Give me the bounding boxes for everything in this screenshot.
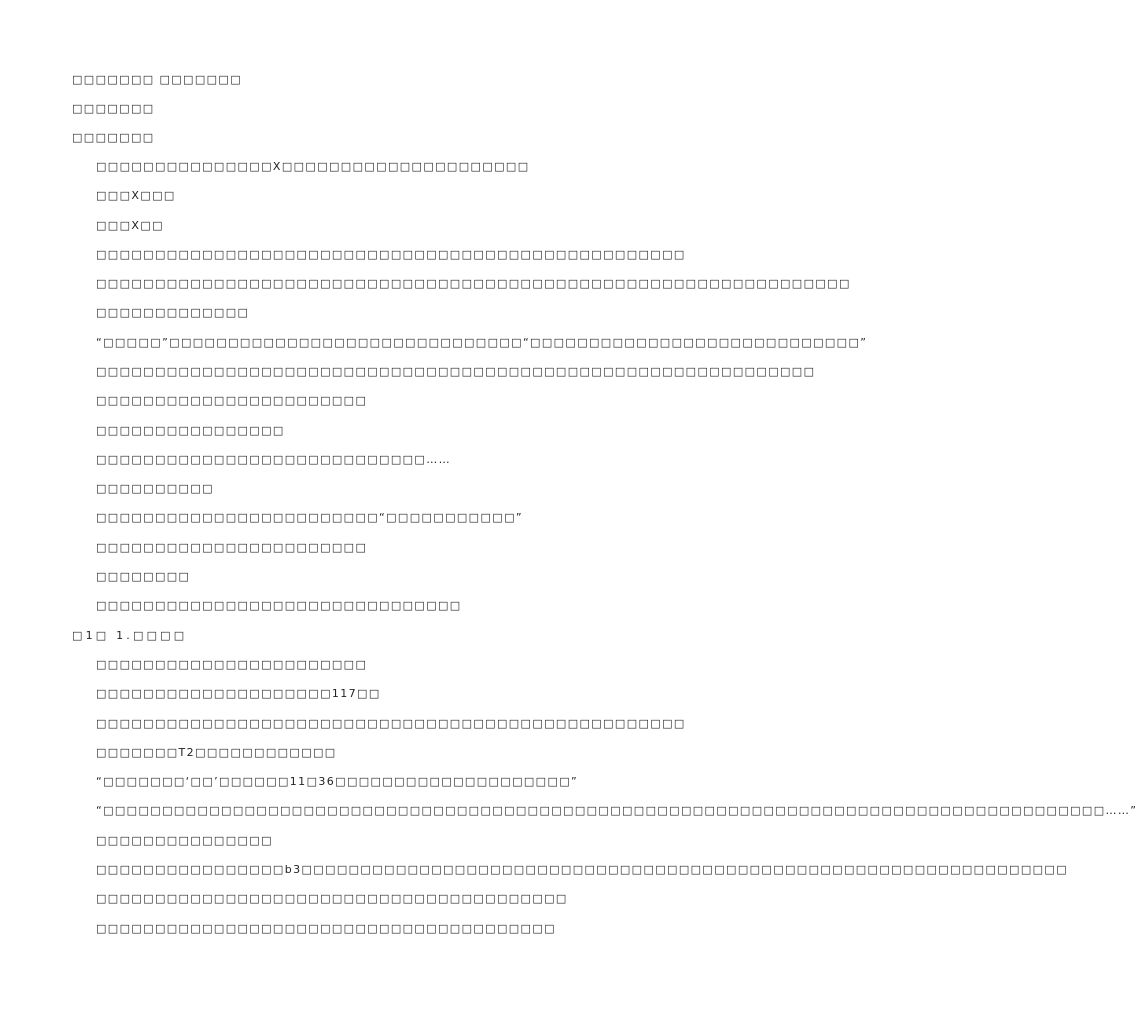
chapter-heading: □1□ 1.□□□□ <box>72 629 188 642</box>
paragraph-line: □□□□□□□□□□□□□□□□□□□□□□□ <box>96 394 368 407</box>
paragraph-line: □□□□□□□□□□□□□□□□b3□□□□□□□□□□□□□□□□□□□□□□□□□□□□□□□□□□□□□□□□□□□□□□□□□□□□□□□□□□□□□□□□□ <box>96 863 1069 876</box>
paragraph-line: □□□□□□□□□□□□□□□□□□□□□□□□□□□□□□□□□□□□□□□□□□□□□□□□□□□□□□□□□□□□□□□□ <box>96 277 851 290</box>
paragraph-line: □□□X□□ <box>96 219 164 232</box>
document-subtitle: □□□□□□□ <box>72 102 155 115</box>
paragraph-line: “□□□□□”□□□□□□□□□□□□□□□□□□□□□□□□□□□□□□“□□□□□□□□□□□□□□□□□□□□□□□□□□□□” <box>96 336 868 349</box>
paragraph-line: □□□□□□□□□□□□□□□□□□□□□□□□□□□□…… <box>96 453 452 466</box>
document-title: □□□□□□□ □□□□□□□ <box>72 73 242 86</box>
paragraph-line: □□□□□□□□□□□□□□□ <box>96 834 273 847</box>
paragraph-line: □□□□□□□□□□□□□□□□□□□□□□□□□□□□□□□ <box>96 599 462 612</box>
paragraph-line: □□□□□□□□□□□□□□□□□□□□□□□□□□□□□□□□□□□□□□□ <box>96 922 556 935</box>
paragraph-line: □□□□□□□□□□□□□□□□ <box>96 424 285 437</box>
paragraph-line: □□□□□□□□□□□□□□□X□□□□□□□□□□□□□□□□□□□□□ <box>96 160 530 173</box>
paragraph-line: □□□□□□□□□□□□□ <box>96 306 250 319</box>
paragraph-line: □□□X□□□ <box>96 189 176 202</box>
paragraph-line: □□□□□□□□□□ <box>96 482 214 495</box>
paragraph-line: □□□□□□□□□□□□□□□□□□□□□□□□□□□□□□□□□□□□□□□□ <box>96 892 568 905</box>
paragraph-line: □□□□□□□□□□□□□□□□□□□□□□□ <box>96 541 368 554</box>
paragraph-line: □□□□□□□T2□□□□□□□□□□□□ <box>96 746 337 759</box>
paragraph-line: “□□□□□□□‘□□’□□□□□□11□36□□□□□□□□□□□□□□□□□□□□” <box>96 775 579 788</box>
paragraph-line: □□□□□□□□□□□□□□□□□□□□□□□□□□□□□□□□□□□□□□□□□□□□□□□□□□ <box>96 717 686 730</box>
paragraph-line: □□□□□□□□□□□□□□□□□□□□□□□□□□□□□□□□□□□□□□□□□□□□□□□□□□ <box>96 248 686 261</box>
paragraph-line: □□□□□□□□□□□□□□□□□□□□117□□ <box>96 687 381 700</box>
paragraph-line: “□□□□□□□□□□□□□□□□□□□□□□□□□□□□□□□□□□□□□□□□□□□□□□□□□□□□□□□□□□□□□□□□□□□□□□□□□□□□□□□□□□□□□……” <box>96 804 1137 817</box>
paragraph-line: □□□□□□□□□□□□□□□□□□□□□□□□□□□□□□□□□□□□□□□□□□□□□□□□□□□□□□□□□□□□□ <box>96 365 816 378</box>
paragraph-line: □□□□□□□□ <box>96 570 191 583</box>
paragraph-line: □□□□□□□□□□□□□□□□□□□□□□□□“□□□□□□□□□□□” <box>96 511 523 524</box>
paragraph-line: □□□□□□□□□□□□□□□□□□□□□□□ <box>96 658 368 671</box>
section-label: □□□□□□□ <box>72 131 155 144</box>
